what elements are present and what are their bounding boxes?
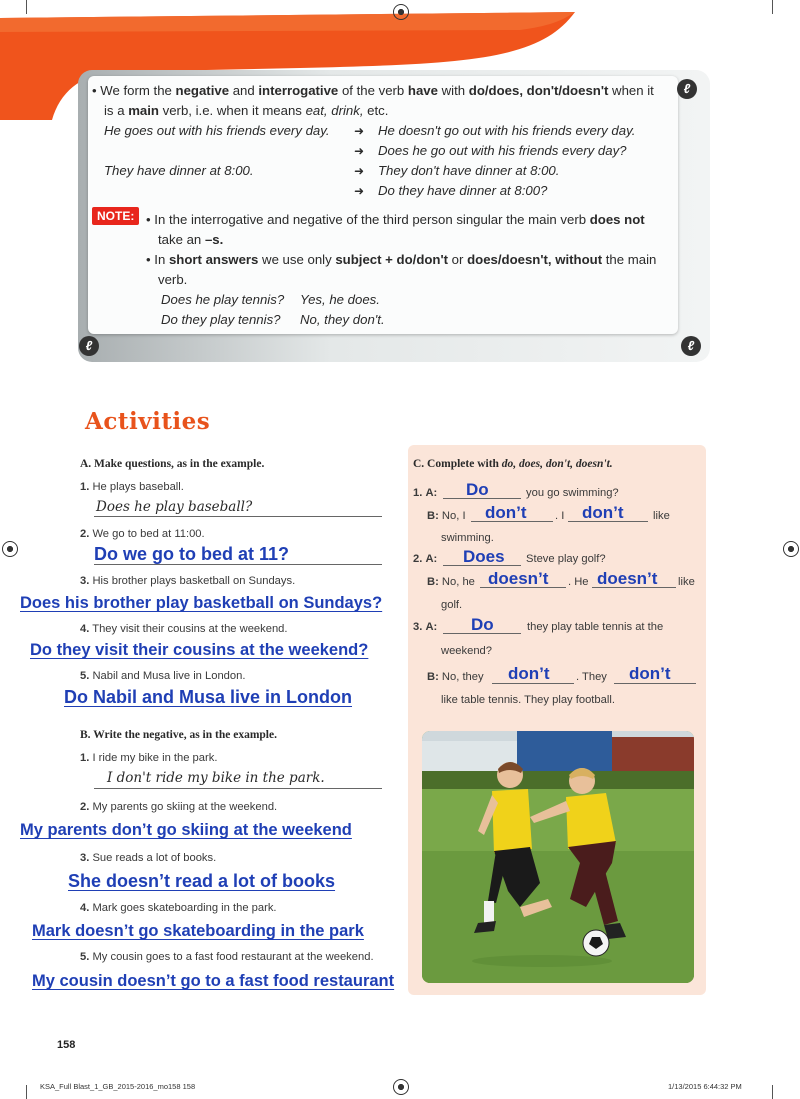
answer-line [94,788,382,789]
question-a4: 4. They visit their cousins at the weekend. [80,623,288,635]
c-answer: don’t [508,664,550,683]
c-item-1-a: 1. A: [413,487,438,499]
question-b1: 1. I ride my bike in the park. [80,752,218,764]
c-text: you go swimming? [526,487,619,499]
c-item-3-b: B: No, they [427,671,484,683]
question-a3: 3. His brother plays basketball on Sundays. [80,575,296,587]
c-text: like [678,576,695,588]
c-item-3-a: 3. A: [413,621,438,633]
short-answer-q: Does he play tennis? [161,292,285,307]
question-a5: 5. Nabil and Musa live in London. [80,670,246,682]
answer-b3: She doesn’t read a lot of books [68,871,336,891]
example-right: They don't have dinner at 8:00. [378,163,560,178]
c-answer: doesn’t [597,569,658,588]
grammar-clip-icon: ℓ [79,336,99,356]
grammar-clip-icon: ℓ [681,336,701,356]
example-right: He doesn't go out with his friends every day. [378,123,636,138]
c-item-1-b: B: No, I [427,510,466,522]
c-answer: doesn’t [488,569,549,588]
note-badge: NOTE: [92,207,139,225]
answer-a5: Do Nabil and Musa live in London [64,687,353,707]
c-answer: Do [466,480,489,499]
answer-a4: Do they visit their cousins at the weekend? [30,641,369,659]
c-text: swimming. [441,532,494,544]
c-text: . I [555,510,565,522]
answer-a1: Does he play baseball? [96,499,253,515]
question-b3: 3. Sue reads a lot of books. [80,852,217,864]
c-text: golf. [441,599,463,611]
registration-mark-icon [2,541,18,557]
registration-mark-icon [393,4,409,20]
question-b5: 5. My cousin goes to a fast food restaurant at the weekend. [80,951,374,963]
c-text: Steve play golf? [526,553,606,565]
arrow-icon: ➜ [354,124,365,138]
answer-b1: I don't ride my bike in the park. [107,770,325,786]
crop-mark [26,0,27,14]
question-b2: 2. My parents go skiing at the weekend. [80,801,278,813]
answer-a3: Does his brother play basketball on Sundays? [20,594,383,612]
c-text: weekend? [441,645,493,657]
c-text: . They [576,671,607,683]
question-b4: 4. Mark goes skateboarding in the park. [80,902,277,914]
section-c-heading: C. Complete with do, does, don't, doesn't. [413,458,613,470]
section-a-heading: A. Make questions, as in the example. [80,458,265,470]
football-photo [422,731,694,983]
question-a2: 2. We go to bed at 11:00. [80,528,205,540]
crop-mark [772,1085,773,1099]
short-answer-q: Do they play tennis? [161,312,281,327]
crop-mark [772,0,773,14]
answer-b5: My cousin doesn’t go to a fast food restaurant [32,972,395,990]
answer-line [94,516,382,517]
activities-title: Activities [85,408,211,435]
registration-mark-icon [393,1079,409,1095]
footer-file: KSA_Full Blast_1_GB_2015-2016_mo158 158 [40,1082,196,1091]
grammar-rule: • We form the negative and interrogative of the verb have with do/does, don't/doesn't when it is a main verb, i.e. when it means eat, drink, etc. [92,83,654,118]
c-answer: don’t [629,664,671,683]
arrow-icon: ➜ [354,144,365,158]
example-left: He goes out with his friends every day. [104,123,330,138]
c-answer: don’t [485,503,527,522]
example-left: They have dinner at 8:00. [104,163,254,178]
c-text: . He [568,576,589,588]
arrow-icon: ➜ [354,164,365,178]
crop-mark [26,1085,27,1099]
section-b-heading: B. Write the negative, as in the example. [80,729,277,741]
grammar-clip-icon: ℓ [677,79,697,99]
answer-a2: Do we go to bed at 11? [94,544,290,564]
short-answer-a: No, they don't. [300,312,385,327]
c-text: they play table tennis at the [527,621,664,633]
answer-b4: Mark doesn’t go skateboarding in the park [32,922,364,940]
c-item-2-b: B: No, he [427,576,475,588]
arrow-icon: ➜ [354,184,365,198]
example-right: Do they have dinner at 8:00? [378,183,548,198]
c-item-2-a: 2. A: [413,553,438,565]
answer-b2: My parents don’t go skiing at the weekend [20,821,352,839]
c-text: like table tennis. They play football. [441,694,615,706]
short-answer-a: Yes, he does. [300,292,380,307]
footer-date: 1/13/2015 6:44:32 PM [668,1082,742,1091]
page-number: 158 [57,1039,76,1051]
c-answer: Do [471,615,494,634]
grammar-note: • In the interrogative and negative of the third person singular the main verb does not take an –s. • In short answers we use only subject + do/don't or does/doesn't, without the main verb. [146,212,657,287]
question-a1: 1. He plays baseball. [80,481,184,493]
example-right: Does he go out with his friends every day? [378,143,627,158]
c-answer: don’t [582,503,624,522]
registration-mark-icon [783,541,799,557]
c-text: like [653,510,670,522]
c-answer: Does [463,547,505,566]
